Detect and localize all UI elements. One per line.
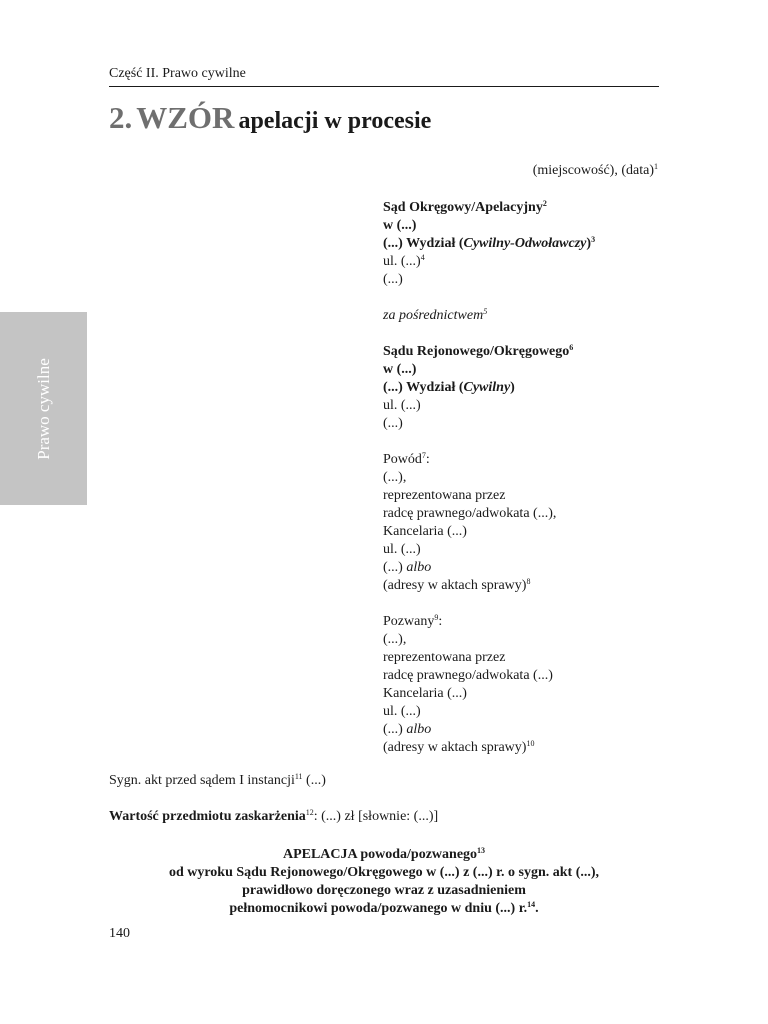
defendant-alt: (...) albo (383, 722, 432, 737)
lower-court-city: w (...) (383, 362, 417, 377)
appeal-line-4: pełnomocnikowi powoda/pozwanego w dniu (...) r.$^{14}$. (229, 900, 539, 916)
page-title (109, 100, 431, 136)
lower-court-address (383, 343, 573, 433)
place-date: (miejscowość), (data)$^1$ (532, 162, 658, 178)
footnote-ref: 6 (569, 343, 574, 352)
footnote-ref: 8 (526, 577, 531, 586)
appeal-value: Wartość przedmiotu zaskarżenia$^{12}$: (...) zł [słownie: (...)] (109, 808, 439, 824)
defendant-line: ul. (...) (383, 704, 421, 719)
lower-court-name: Sądu Rejonowego/Okręgowego$^6$ (383, 343, 574, 359)
title-rest: apelacji w procesie (238, 108, 432, 134)
plaintiff-label: Powód$^7$: (383, 451, 430, 467)
footnote-ref: 12 (305, 808, 314, 817)
footnote-ref: 10 (526, 739, 535, 748)
footnote-ref: 2 (542, 199, 547, 208)
defendant-block (383, 613, 553, 757)
footnote-ref: 1 (654, 162, 658, 171)
plaintiff-line: reprezentowana przez (383, 488, 506, 503)
side-tab-label: Prawo cywilne (33, 357, 53, 460)
court-name: Sąd Okręgowy/Apelacyjny$^2$ (383, 199, 547, 215)
lower-court-division: (...) Wydział (Cywilny) (383, 380, 515, 395)
plaintiff-line: radcę prawnego/adwokata (...), (383, 506, 557, 521)
court-city: w (...) (383, 218, 417, 233)
header-rule (109, 86, 659, 87)
title-number: 2. (109, 100, 133, 135)
plaintiff-line: ul. (...) (383, 542, 421, 557)
plaintiff-block (383, 451, 556, 595)
plaintiff-addr-note: (adresy w aktach sprawy)$^8$ (383, 577, 531, 593)
page-number: 140 (109, 926, 130, 941)
footnote-ref: 5 (483, 307, 488, 316)
footnote-ref: 4 (420, 253, 425, 262)
footnote-ref: 13 (477, 846, 486, 855)
court-postal: (...) (383, 272, 403, 287)
court-division: (...) Wydział (Cywilny-Odwoławczy)$^3$ (383, 235, 596, 251)
appeal-line-1: APELACJA powoda/pozwanego$^{13}$ (282, 846, 486, 862)
defendant-line: (...), (383, 632, 407, 647)
defendant-line: Kancelaria (...) (383, 686, 467, 701)
footnote-ref: 7 (421, 451, 426, 460)
running-head: Część II. Prawo cywilne (109, 66, 246, 81)
plaintiff-alt: (...) albo (383, 560, 432, 575)
footnote-ref: 3 (591, 235, 596, 244)
defendant-addr-note: (adresy w aktach sprawy)$^{10}$ (383, 739, 535, 755)
appeal-heading (109, 846, 659, 918)
footnote-ref: 11 (294, 772, 303, 781)
case-reference: Sygn. akt przed sądem I instancji$^{11}$ (...) (109, 772, 326, 788)
appeal-line-3: prawidłowo doręczonego wraz z uzasadnieniem (242, 883, 526, 898)
defendant-line: reprezentowana przez (383, 650, 506, 665)
appeal-line-2: od wyroku Sądu Rejonowego/Okręgowego w (...) z (...) r. o sygn. akt (...), (168, 865, 600, 880)
footnote-ref: 9 (434, 613, 439, 622)
plaintiff-line: (...), (383, 470, 407, 485)
via-line: za pośrednictwem$^5$ (383, 307, 488, 323)
title-highlight: WZÓR (136, 100, 235, 135)
section-side-tab (0, 312, 87, 505)
lower-court-postal: (...) (383, 416, 403, 431)
defendant-label: Pozwany$^9$: (383, 613, 443, 629)
court-street: ul. (...)$^4$ (383, 253, 425, 269)
lower-court-street: ul. (...) (383, 398, 421, 413)
court-address (383, 199, 595, 289)
footnote-ref: 14 (527, 900, 536, 909)
plaintiff-line: Kancelaria (...) (383, 524, 467, 539)
defendant-line: radcę prawnego/adwokata (...) (383, 668, 553, 683)
